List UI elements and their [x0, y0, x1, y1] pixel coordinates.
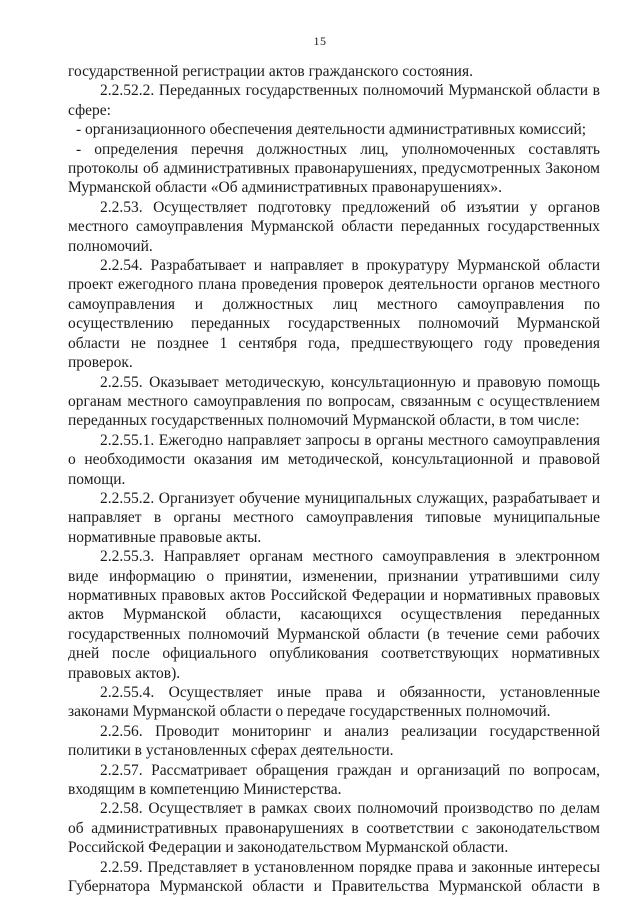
page-number: 15	[313, 34, 327, 48]
paragraph-2-2-59: 2.2.59. Представляет в установленном порядке права и законные интересы Губернатора Мурманской области и Правительства Мурманской области в	[68, 858, 600, 896]
paragraph-2-2-55: 2.2.55. Оказывает методическую, консультационную и правовую помощь органам местного самоуправления по вопросам, связанным с осуществлением переданных государственных полномочий Мурманской области, в том числе:	[68, 373, 600, 430]
paragraph-2-2-55-4: 2.2.55.4. Осуществляет иные права и обязанности, установленные законами Мурманской области о передаче государственных полномочий.	[68, 684, 600, 721]
paragraph-2-2-53: 2.2.53. Осуществляет подготовку предложений об изъятии у органов местного самоуправления Мурманской области переданных государственных полномочий.	[68, 198, 600, 255]
paragraph-dash-officials-list: - определения перечня должностных лиц, уполномоченных составлять протоколы об административных правонарушениях, предусмотренных Законом Мурманской области «Об административных правонарушениях».	[68, 140, 600, 197]
paragraph-dash-commissions: - организационного обеспечения деятельности административных комиссий;	[76, 121, 587, 139]
document-body	[68, 62, 600, 896]
paragraph-registration-end: государственной регистрации актов гражданского состояния.	[68, 63, 473, 80]
paragraph-2-2-58: 2.2.58. Осуществляет в рамках своих полномочий производство по делам об административных правонарушениях в соответствии с законодательством Российской Федерации и законодательством Мурманской области.	[68, 800, 600, 857]
paragraph-2-2-56: 2.2.56. Проводит мониторинг и анализ реализации государственной политики в установленных сферах деятельности.	[68, 722, 600, 760]
paragraph-2-2-55-2: 2.2.55.2. Организует обучение муниципальных служащих, разрабатывает и направляет в органы местного самоуправления типовые муниципальные нормативные правовые акты.	[68, 489, 600, 546]
paragraph-2-2-55-1: 2.2.55.1. Ежегодно направляет запросы в органы местного самоуправления о необходимости оказания им методической, консультационной и правовой помощи.	[68, 431, 600, 488]
paragraph-2-2-57: 2.2.57. Рассматривает обращения граждан и организаций по вопросам, входящим в компетенцию Министерства.	[68, 761, 600, 799]
paragraph-2-2-54: 2.2.54. Разрабатывает и направляет в прокуратуру Мурманской области проект ежегодного плана проведения проверок деятельности органов местного самоуправления и должностных лиц местного самоуправления по осуществлению переданных государственных полномочий Мурманской области не позднее 1 сентября года, предшествующего году проведения проверок.	[68, 257, 600, 372]
paragraph-2-2-52-2: 2.2.52.2. Переданных государственных полномочий Мурманской области в сфере:	[68, 82, 600, 119]
paragraph-2-2-55-3: 2.2.55.3. Направляет органам местного самоуправления в электронном виде информацию о принятии, изменении, признании утратившими силу нормативных правовых актов Российской Федерации и нормативных правовых актов Мурманской области, касающихся осуществления переданных государственных полномочий Мурманской области (в течение семи рабочих дней после официального опубликования соответствующих нормативных правовых актов).	[68, 548, 600, 682]
